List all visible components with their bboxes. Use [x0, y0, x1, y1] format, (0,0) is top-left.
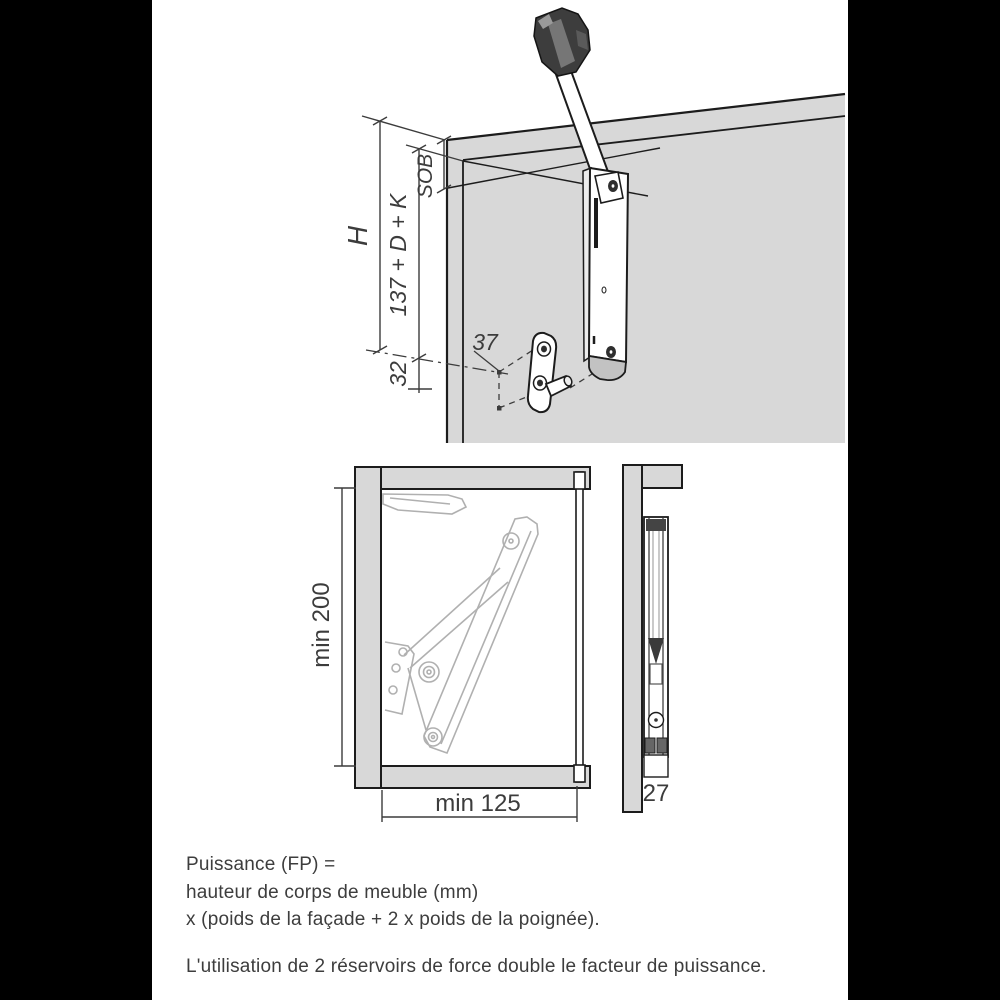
- cabinet-section: [355, 467, 590, 788]
- right-black-bar: [848, 0, 1000, 1000]
- power-factor-formula: [186, 851, 600, 934]
- label-37: 37: [472, 329, 498, 355]
- footnote-text: L'utilisation de 2 réservoirs de force double le facteur de puissance.: [186, 956, 767, 977]
- bottom-right-diagram: [623, 465, 682, 812]
- facade-section: [574, 472, 585, 782]
- fitting-front-view: [644, 517, 668, 777]
- label-137-D-K: 137 + D + K: [385, 193, 411, 317]
- label-H: H: [342, 225, 373, 247]
- bottom-left-diagram: [308, 467, 590, 822]
- top-diagram: [342, 8, 845, 443]
- lift-fitting-body: [583, 168, 628, 380]
- technical-drawing: [152, 0, 848, 1000]
- formula-line-2: hauteur de corps de meuble (mm): [186, 881, 479, 903]
- cabinet-corner: [447, 94, 845, 443]
- label-32: 32: [385, 361, 411, 387]
- label-min-200: min 200: [308, 582, 335, 668]
- front-connector-head: [534, 8, 590, 76]
- formula-line-3: x (poids de la façade + 2 x poids de la poignée).: [186, 909, 600, 930]
- folded-mechanism-ghost: [383, 494, 538, 753]
- label-27: 27: [642, 780, 670, 807]
- label-SOB: SOB: [414, 153, 437, 199]
- label-min-125: min 125: [435, 790, 521, 817]
- left-black-bar: [0, 0, 152, 1000]
- formula-line-1: Puissance (FP) =: [186, 854, 336, 875]
- catalog-page: [152, 0, 848, 1000]
